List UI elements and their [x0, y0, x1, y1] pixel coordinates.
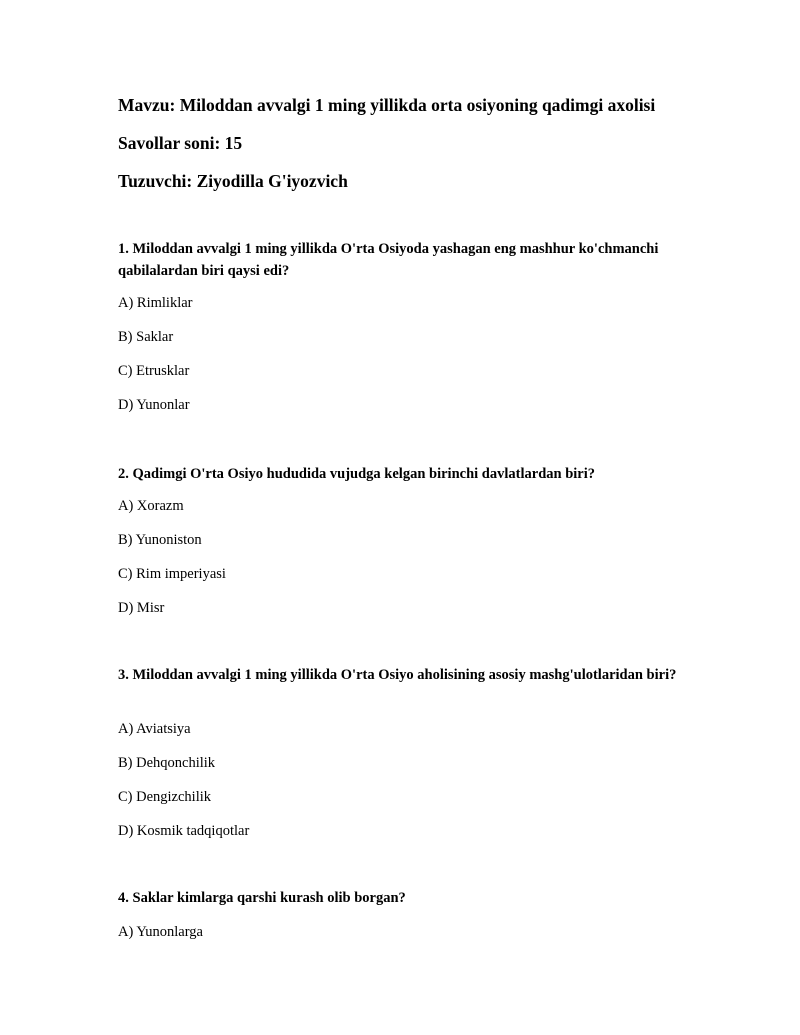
question-3-option-d: D) Kosmik tadqiqotlar: [118, 823, 250, 839]
question-3-option-c: C) Dengizchilik: [118, 789, 212, 805]
question-count: Savollar soni: 15: [118, 133, 243, 153]
topic-heading: Mavzu: Miloddan avvalgi 1 ming yillikda orta osiyoning qadimgi axolisi: [118, 95, 656, 115]
question-2-option-d: D) Misr: [118, 600, 165, 616]
question-3-option-a: A) Aviatsiya: [118, 721, 191, 737]
question-3-text: 3. Miloddan avvalgi 1 ming yillikda O'rta Osiyo aholisining asosiy mashg'ulotlaridan biri?: [118, 667, 677, 683]
author-line: Tuzuvchi: Ziyodilla G'iyozvich: [118, 171, 348, 191]
question-1-option-a: A) Rimliklar: [118, 295, 193, 311]
question-3-option-b: B) Dehqonchilik: [118, 755, 216, 771]
question-1-option-b: B) Saklar: [118, 329, 174, 345]
question-2-option-c: C) Rim imperiyasi: [118, 566, 226, 582]
question-1-option-d: D) Yunonlar: [118, 397, 190, 413]
question-2-option-a: A) Xorazm: [118, 498, 184, 514]
question-2-option-b: B) Yunoniston: [118, 532, 202, 548]
question-1-text: 1. Miloddan avvalgi 1 ming yillikda O'rta Osiyoda yashagan eng mashhur ko'chmanchi qabilalardan biri qaysi edi?: [118, 241, 659, 279]
question-1-option-c: C) Etrusklar: [118, 363, 190, 379]
question-2-text: 2. Qadimgi O'rta Osiyo hududida vujudga kelgan birinchi davlatlardan biri?: [118, 466, 595, 482]
question-4-text: 4. Saklar kimlarga qarshi kurash olib borgan?: [118, 890, 406, 906]
question-4-option-a: A) Yunonlarga: [118, 924, 203, 940]
